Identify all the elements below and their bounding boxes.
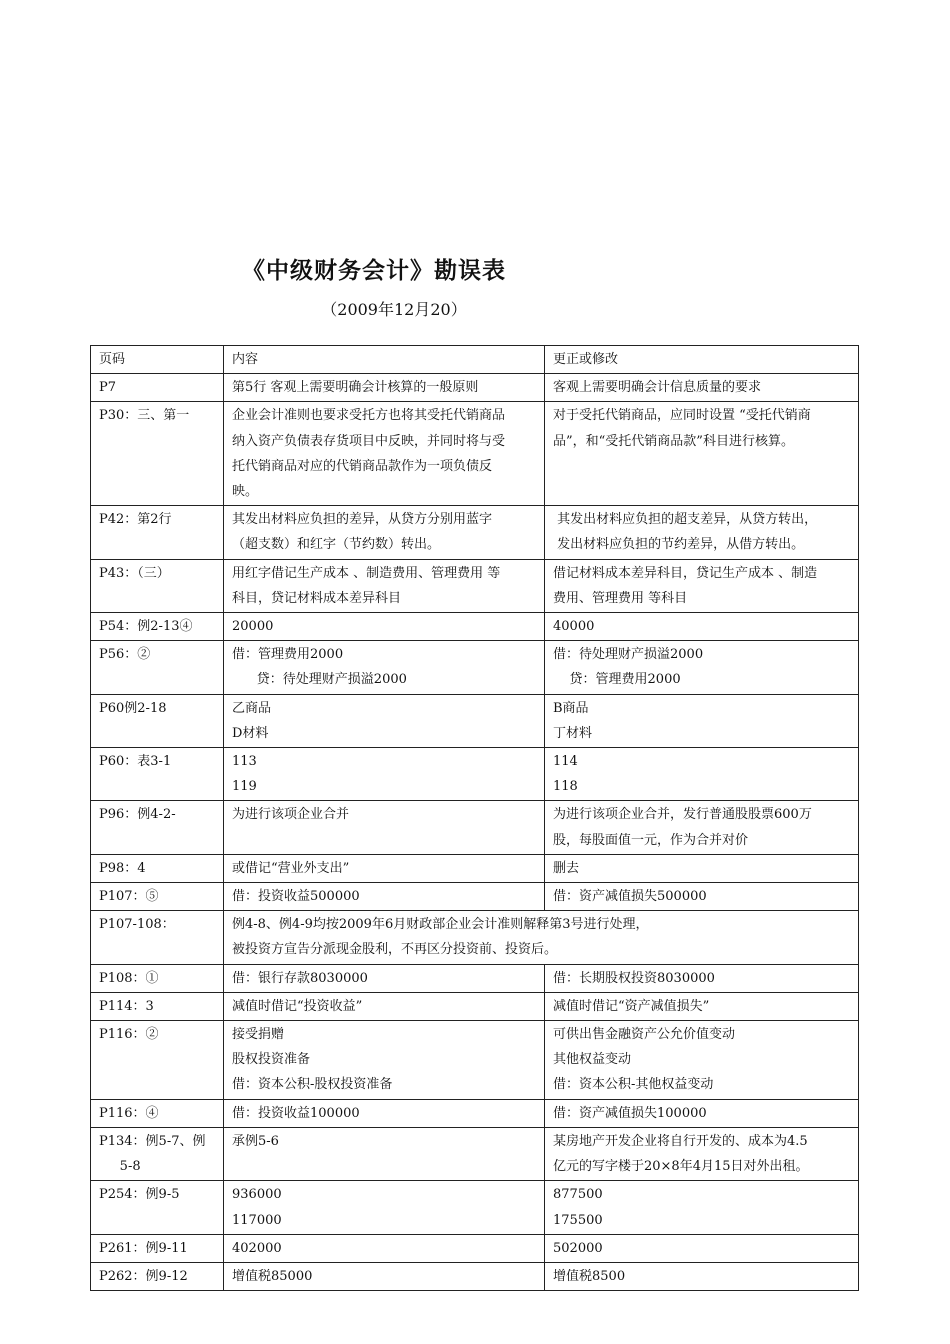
correction-cell-line: 借：资产减值损失500000	[553, 889, 707, 905]
page-cell-line: P107-108：	[99, 917, 175, 933]
page-cell	[91, 613, 224, 641]
table-header-row	[91, 346, 859, 374]
document-date: （2009年12月20）	[321, 300, 467, 319]
content-cell-line: 被投资方宣告分派现金股利，不再区分投资前、投资后。	[232, 942, 558, 958]
correction-cell	[545, 374, 859, 402]
page-cell-line: P96：例4-2-	[99, 807, 176, 823]
content-cell-line: 映。	[232, 484, 259, 500]
page-cell-line: P54：例2-13④	[99, 619, 193, 635]
content-cell-line: 乙商品	[232, 700, 272, 716]
correction-cell	[545, 1127, 859, 1180]
correction-cell	[545, 883, 859, 911]
content-cell-line: 托代销商品对应的代销商品款作为一项负债反	[232, 458, 493, 474]
correction-cell-line: 品”，和“受托代销商品款”科目进行核算。	[553, 433, 794, 449]
content-cell	[224, 964, 545, 992]
page-cell-line: P114：3	[99, 998, 154, 1014]
page-cell	[91, 1021, 224, 1100]
content-cell-line: 贷：待处理财产损溢2000	[232, 672, 407, 688]
content-cell	[224, 1181, 545, 1234]
correction-cell	[545, 992, 859, 1020]
correction-cell-line: 贷：管理费用2000	[553, 672, 681, 688]
content-cell	[224, 1021, 545, 1100]
content-cell-line: 增值税85000	[232, 1268, 313, 1284]
content-cell-line: 科目，贷记材料成本差异科目	[232, 590, 402, 606]
page-cell-line: P262：例9-12	[99, 1268, 188, 1284]
correction-cell-line: 为进行该项企业合并，发行普通股股票600万	[553, 807, 812, 823]
content-cell-line: 减值时借记“投资收益”	[232, 998, 363, 1014]
table-row	[91, 801, 859, 854]
content-cell-line: D材料	[232, 725, 269, 741]
content-cell-line: 例4-8、例4-9均按2009年6月财政部企业会计准则解释第3号进行处理，	[232, 917, 649, 933]
correction-cell-line: 亿元的写字楼于20×8年4月15日对外出租。	[553, 1159, 809, 1175]
header-content: 内容	[224, 346, 545, 374]
page-cell-line: P116：④	[99, 1105, 159, 1121]
content-cell-line: 402000	[232, 1240, 282, 1256]
content-cell-line: （超支数）和红字（节约数）转出。	[232, 537, 441, 553]
content-cell	[224, 694, 545, 747]
page-cell	[91, 964, 224, 992]
content-cell-line: 第5行 客观上需要明确会计核算的一般原则	[232, 380, 479, 396]
content-cell-line: 其发出材料应负担的差异，从贷方分别用蓝字	[232, 512, 493, 528]
content-cell	[224, 801, 545, 854]
correction-cell-line: 丁材料	[553, 725, 593, 741]
page-cell-line: P60：表3-1	[99, 754, 172, 770]
correction-cell	[545, 1262, 859, 1290]
content-cell	[224, 1099, 545, 1127]
correction-cell-line: 502000	[553, 1240, 603, 1256]
page-cell-line: P261：例9-11	[99, 1240, 188, 1256]
correction-cell	[545, 1021, 859, 1100]
table-row	[91, 748, 859, 801]
page-cell	[91, 374, 224, 402]
content-cell-line: 借：资本公积-股权投资准备	[232, 1077, 393, 1093]
correction-cell-line: 114	[553, 754, 578, 770]
page-cell-line: P60例2-18	[99, 700, 167, 716]
content-cell-line: 或借记“营业外支出”	[232, 860, 350, 876]
header-page: 页码	[91, 346, 224, 374]
correction-cell	[545, 1234, 859, 1262]
content-cell-line: 用红字借记生产成本 、制造费用、管理费用 等	[232, 565, 501, 581]
page-cell-line: P43：（三）	[99, 565, 170, 581]
page-cell-line: P98：4	[99, 860, 146, 876]
table-row	[91, 1262, 859, 1290]
correction-cell-line: 175500	[553, 1212, 603, 1228]
correction-cell-line: 股，每股面值一元，作为合并对价	[553, 832, 749, 848]
content-cell	[224, 402, 545, 506]
correction-cell	[545, 854, 859, 882]
correction-cell-line: 某房地产开发企业将自行开发的、成本为4.5	[553, 1133, 808, 1149]
page-cell	[91, 911, 224, 964]
page-cell	[91, 641, 224, 694]
table-row	[91, 883, 859, 911]
content-cell	[224, 911, 859, 964]
page-cell	[91, 1181, 224, 1234]
content-cell-line: 119	[232, 779, 257, 795]
correction-cell-line: 其他权益变动	[553, 1052, 632, 1068]
correction-cell	[545, 748, 859, 801]
content-cell	[224, 641, 545, 694]
page-cell	[91, 992, 224, 1020]
correction-cell	[545, 641, 859, 694]
page-cell	[91, 748, 224, 801]
correction-cell-line: 借：资本公积-其他权益变动	[553, 1077, 714, 1093]
correction-cell	[545, 506, 859, 559]
table-row	[91, 854, 859, 882]
correction-cell-line: 可供出售金融资产公允价值变动	[553, 1027, 736, 1043]
content-cell	[224, 506, 545, 559]
page-cell	[91, 1127, 224, 1180]
table-row	[91, 992, 859, 1020]
page-cell-line: P107：⑤	[99, 889, 159, 905]
table-row	[91, 374, 859, 402]
table-row	[91, 1099, 859, 1127]
table-row	[91, 402, 859, 506]
page-cell-line: P254：例9-5	[99, 1187, 180, 1203]
content-cell-line: 企业会计准则也要求受托方也将其受托代销商品	[232, 408, 506, 424]
content-cell-line: 接受捐赠	[232, 1027, 285, 1043]
header-correction: 更正或修改	[545, 346, 859, 374]
table-row	[91, 964, 859, 992]
page-cell	[91, 694, 224, 747]
correction-cell-line: 借：长期股权投资8030000	[553, 970, 715, 986]
correction-cell-line: 增值税8500	[553, 1268, 626, 1284]
content-cell-line: 117000	[232, 1212, 282, 1228]
page-cell-line: P56：②	[99, 647, 151, 663]
content-cell	[224, 374, 545, 402]
page-cell	[91, 402, 224, 506]
page-cell	[91, 883, 224, 911]
content-cell-line: 113	[232, 754, 257, 770]
correction-cell	[545, 1181, 859, 1234]
content-cell-line: 936000	[232, 1187, 282, 1203]
content-cell	[224, 854, 545, 882]
table-row	[91, 1181, 859, 1234]
correction-cell	[545, 801, 859, 854]
page-cell	[91, 801, 224, 854]
content-cell-line: 借：银行存款8030000	[232, 970, 368, 986]
page-cell	[91, 1234, 224, 1262]
content-cell	[224, 748, 545, 801]
content-cell-line: 为进行该项企业合并	[232, 807, 350, 823]
correction-cell-line: 借记材料成本差异科目，贷记生产成本 、制造	[553, 565, 818, 581]
page-cell-line: P116：②	[99, 1027, 159, 1043]
correction-cell	[545, 964, 859, 992]
correction-cell	[545, 694, 859, 747]
content-cell-line: 20000	[232, 619, 274, 635]
table-row	[91, 506, 859, 559]
page-cell	[91, 506, 224, 559]
table-row	[91, 613, 859, 641]
page-cell-line: P108：①	[99, 970, 159, 986]
content-cell-line: 借：投资收益100000	[232, 1105, 360, 1121]
correction-cell	[545, 613, 859, 641]
correction-cell-line: 删去	[553, 860, 580, 876]
page-cell-line: P7	[99, 380, 117, 396]
correction-cell-line: 其发出材料应负担的超支差异，从贷方转出，	[553, 512, 818, 528]
content-cell	[224, 559, 545, 612]
correction-cell-line: 118	[553, 779, 578, 795]
correction-cell-line: 借：资产减值损失100000	[553, 1105, 707, 1121]
table-row	[91, 694, 859, 747]
page-cell	[91, 1099, 224, 1127]
errata-table-body	[91, 346, 859, 1291]
content-cell-line: 承例5-6	[232, 1133, 279, 1149]
content-cell	[224, 613, 545, 641]
table-row	[91, 911, 859, 964]
content-cell	[224, 992, 545, 1020]
page-cell-line: P30：三、第一	[99, 408, 190, 424]
content-cell-line: 股权投资准备	[232, 1052, 311, 1068]
page-cell-line: P134：例5-7、例	[99, 1133, 206, 1149]
content-cell-line: 借：管理费用2000	[232, 647, 344, 663]
content-cell	[224, 1262, 545, 1290]
correction-cell-line: 减值时借记“资产减值损失”	[553, 998, 710, 1014]
correction-cell-line: B商品	[553, 700, 589, 716]
document-title: 《中级财务会计》勘误表	[242, 257, 506, 284]
correction-cell-line: 借：待处理财产损溢2000	[553, 647, 704, 663]
page-cell	[91, 854, 224, 882]
table-row	[91, 641, 859, 694]
table-row	[91, 1127, 859, 1180]
correction-cell-line: 费用、管理费用 等科目	[553, 590, 688, 606]
page-cell-line: 5-8	[99, 1159, 141, 1175]
correction-cell-line: 对于受托代销商品，应同时设置 “受托代销商	[553, 408, 811, 424]
correction-cell-line: 40000	[553, 619, 595, 635]
correction-cell	[545, 402, 859, 506]
content-cell	[224, 883, 545, 911]
correction-cell-line: 877500	[553, 1187, 603, 1203]
page-cell	[91, 1262, 224, 1290]
page-cell-line: P42：第2行	[99, 512, 172, 528]
content-cell	[224, 1234, 545, 1262]
content-cell	[224, 1127, 545, 1180]
errata-table	[90, 345, 859, 1291]
correction-cell-line: 客观上需要明确会计信息质量的要求	[553, 380, 762, 396]
content-cell-line: 借：投资收益500000	[232, 889, 360, 905]
correction-cell-line: 发出材料应负担的节约差异，从借方转出。	[553, 537, 805, 553]
content-cell-line: 纳入资产负债表存货项目中反映，并同时将与受	[232, 433, 506, 449]
page-cell	[91, 559, 224, 612]
correction-cell	[545, 559, 859, 612]
table-row	[91, 1021, 859, 1100]
table-row	[91, 559, 859, 612]
correction-cell	[545, 1099, 859, 1127]
table-row	[91, 1234, 859, 1262]
